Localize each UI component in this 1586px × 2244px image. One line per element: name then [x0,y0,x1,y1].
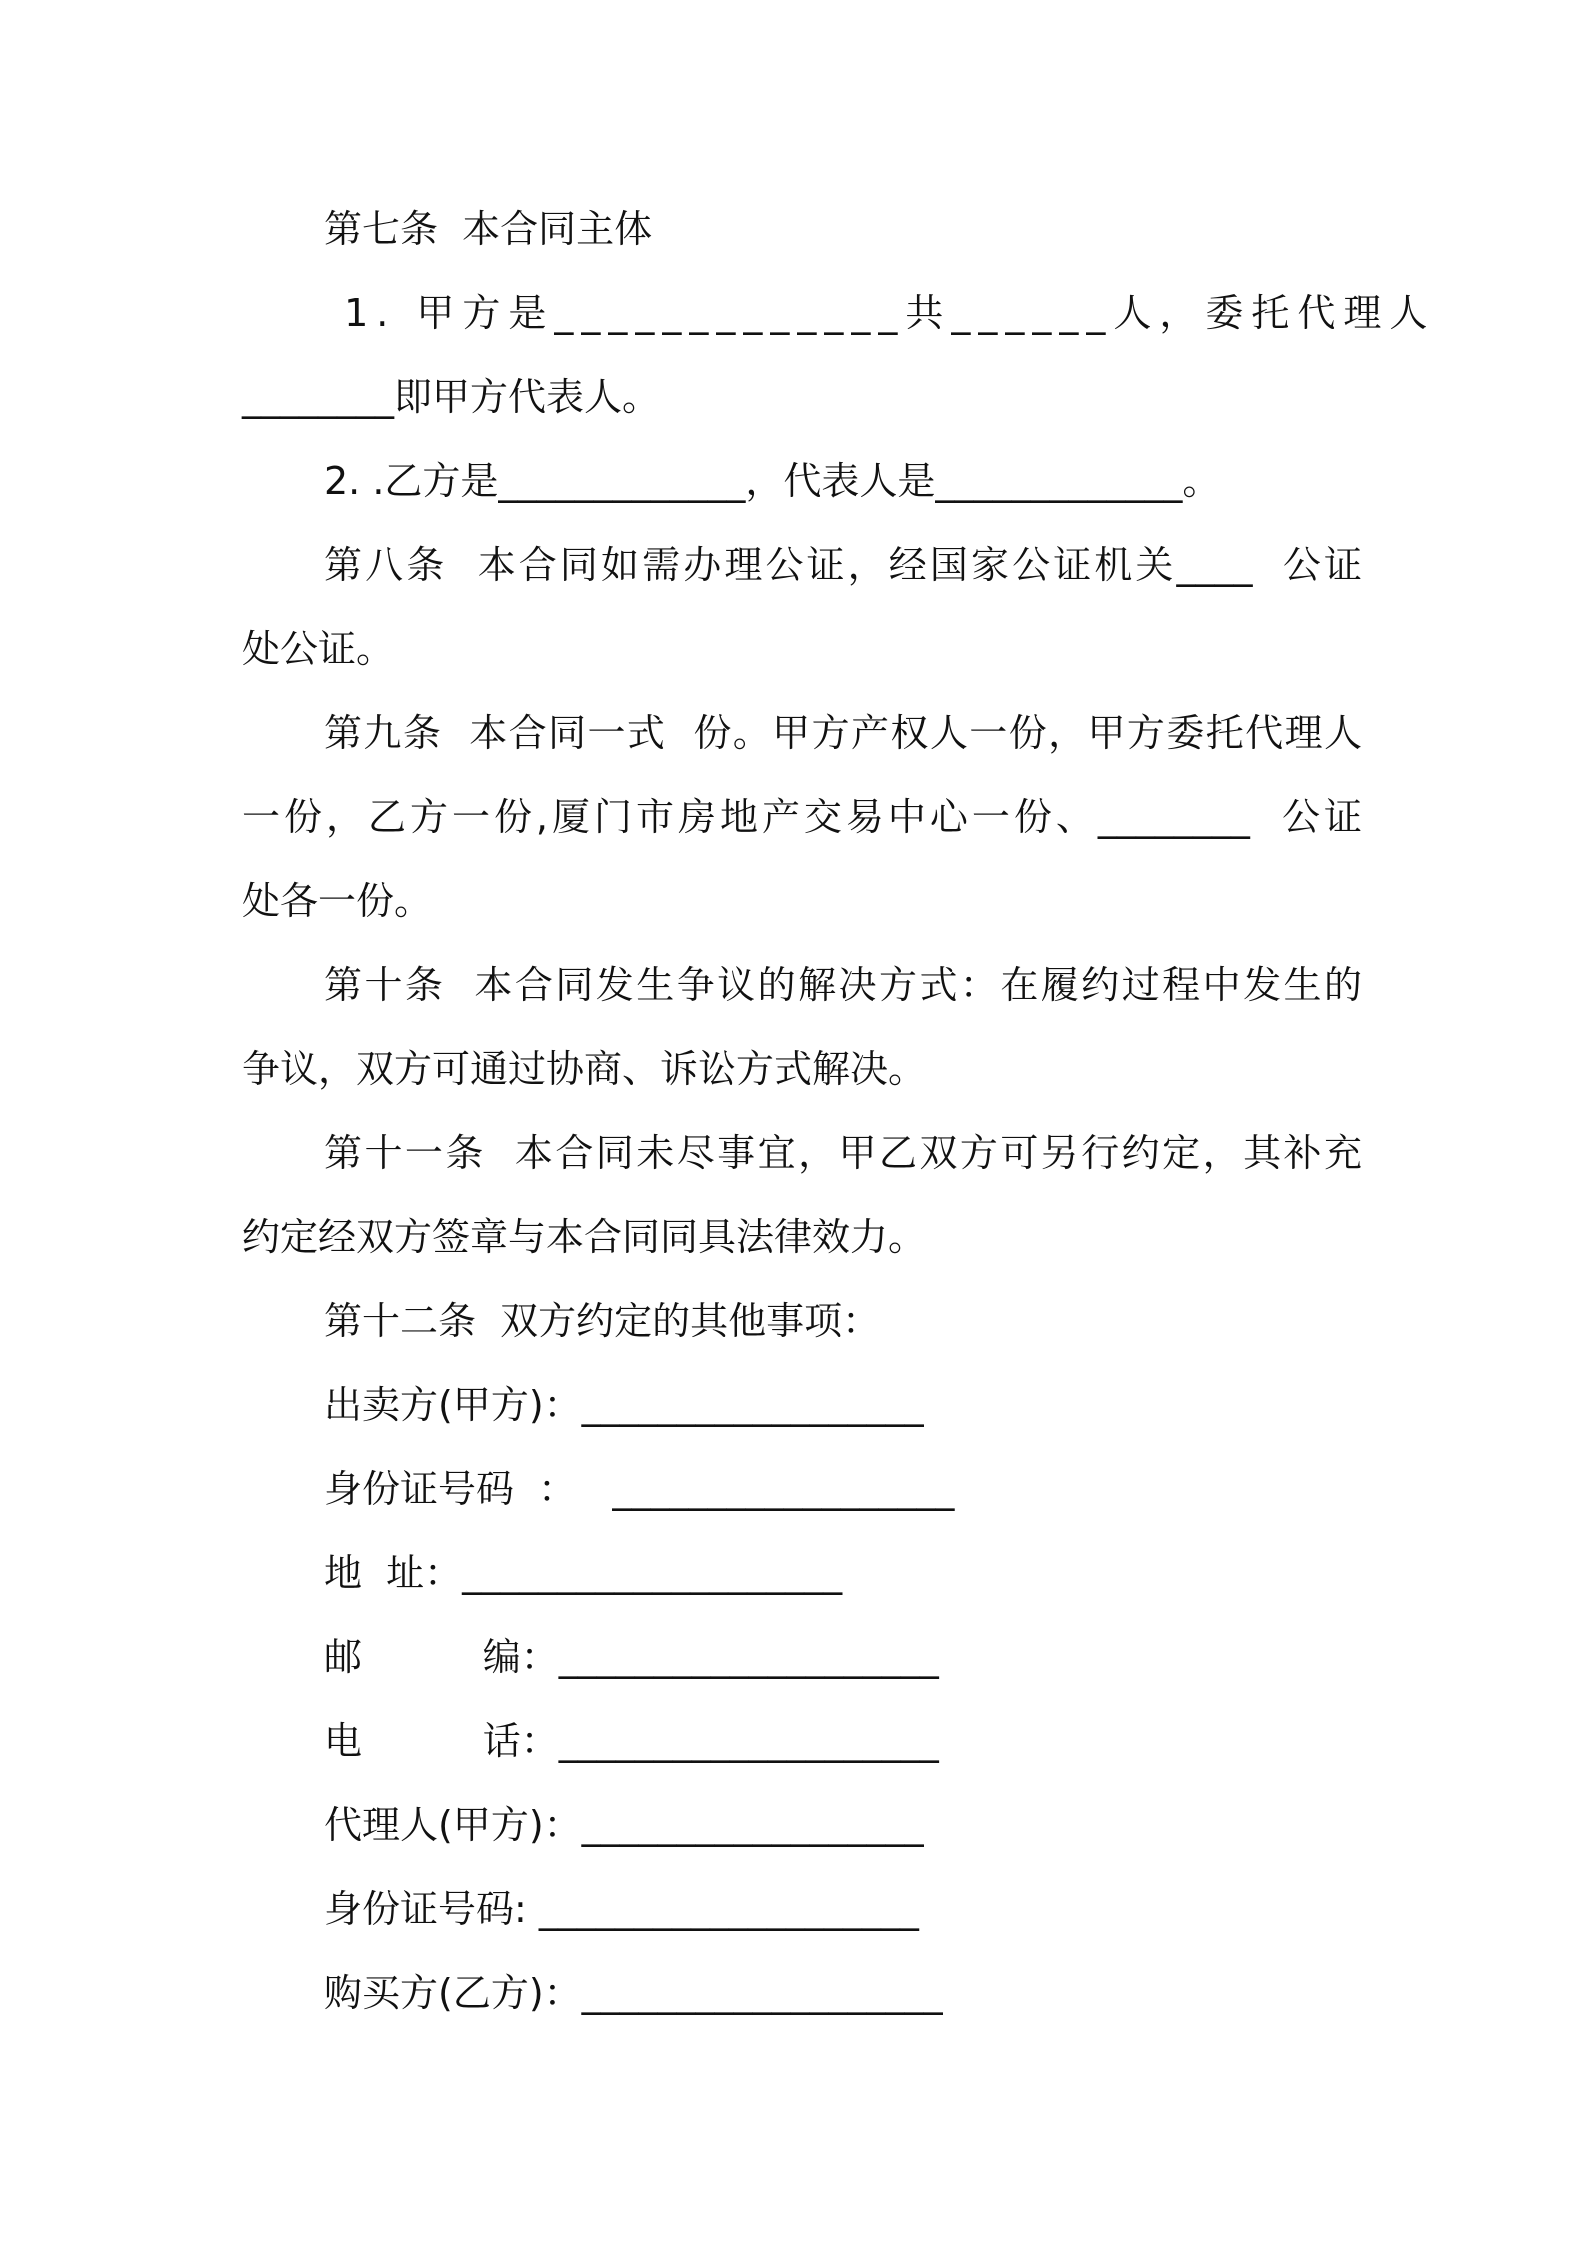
article-11-line-2: 约定经双方签章与本合同同具法律效力。 [242,1215,927,1259]
seller-id-number-field: 身份证号码 ： __________________ [324,1467,955,1511]
article-7-heading: 第七条 本合同主体 [324,207,653,251]
article-8-line-1: 第八条 本合同如需办理公证，经国家公证机关____ 公证 [324,543,1362,587]
buyer-field: 购买方(乙方)：___________________ [324,1971,943,2015]
article-9-line-2: 一份，乙方一份,厦门市房地产交易中心一份、________ 公证 [242,795,1362,839]
article-8-line-2: 处公证。 [242,627,395,671]
agent-field: 代理人(甲方)：__________________ [324,1803,924,1847]
phone-field: 电 话：____________________ [324,1719,939,1763]
address-field: 地 址：____________________ [324,1551,843,1595]
party-a-representative-line: ________即甲方代表人。 [242,375,661,419]
article-10-line-1: 第十条 本合同发生争议的解决方式：在履约过程中发生的 [324,963,1362,1007]
article-12-heading: 第十二条 双方约定的其他事项： [324,1299,881,1343]
agent-id-number-field: 身份证号码: ____________________ [324,1887,919,1931]
article-9-line-1: 第九条 本合同一式 份。甲方产权人一份，甲方委托代理人 [324,711,1362,755]
party-b-line: 2. .乙方是_____________，代表人是_____________。 [324,459,1221,503]
article-11-line-1: 第十一条 本合同未尽事宜，甲乙双方可另行约定，其补充 [324,1131,1362,1175]
postal-code-field: 邮 编：____________________ [324,1635,939,1679]
seller-field: 出卖方(甲方)：__________________ [324,1383,924,1427]
article-10-line-2: 争议，双方可通过协商、诉讼方式解决。 [242,1047,927,1091]
party-a-line: 1. 甲方是_____________共______人，委托代理人 [324,291,1436,335]
article-9-line-3: 处各一份。 [242,879,433,923]
